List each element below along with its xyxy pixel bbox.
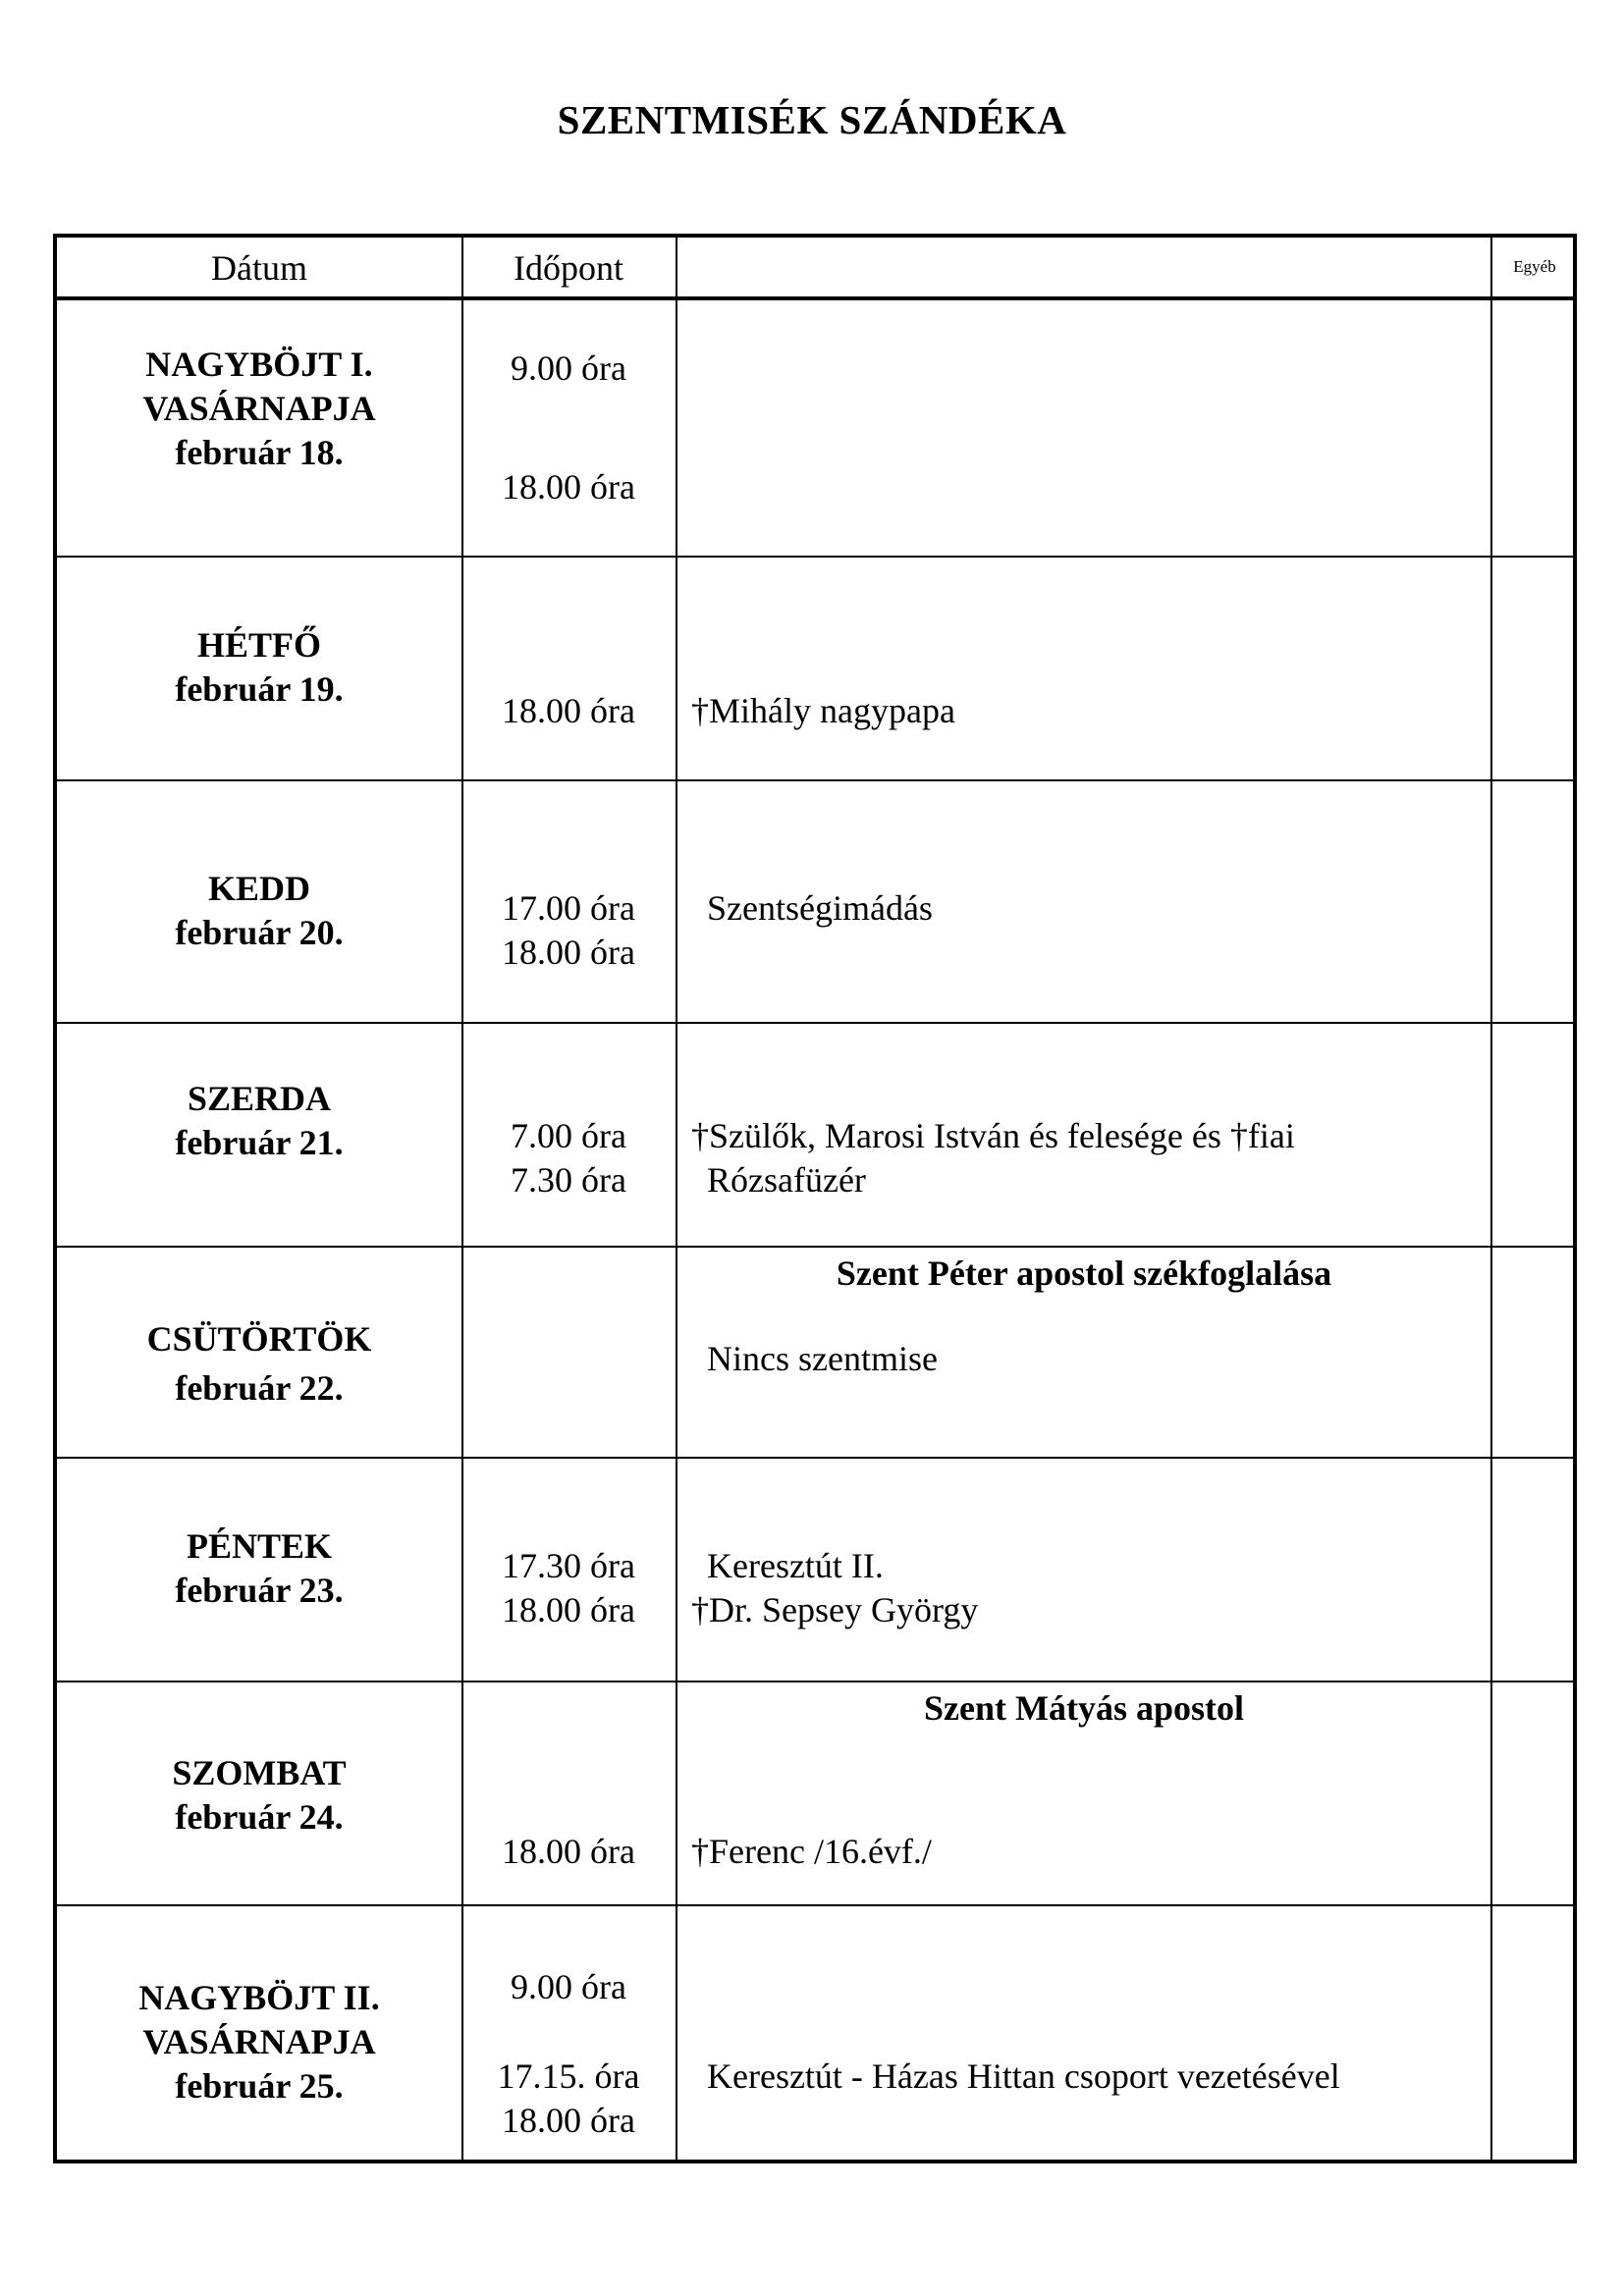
row-day: PÉNTEK — [186, 1526, 333, 1566]
row-time: 18.00 óra — [502, 467, 635, 507]
row-time: 7.00 óra — [511, 1116, 626, 1155]
row-time: 17.00 óra — [502, 888, 635, 928]
row-divider — [57, 1246, 1573, 1248]
row-day: CSÜTÖRTÖK — [146, 1319, 372, 1359]
row-time: 7.30 óra — [511, 1160, 626, 1200]
header-time: Időpont — [514, 248, 623, 288]
row-intention: Rózsafüzér — [707, 1160, 866, 1200]
row-time: 18.00 óra — [502, 691, 635, 730]
row-date: február 24. — [175, 1797, 344, 1837]
row-divider — [57, 1681, 1573, 1682]
row-time: 9.00 óra — [511, 1967, 626, 2006]
column-divider — [1490, 238, 1492, 2160]
row-divider — [57, 779, 1573, 781]
row-date: február 23. — [175, 1571, 344, 1610]
column-divider — [676, 238, 677, 2160]
row-time: 18.00 óra — [502, 1590, 635, 1629]
row-time: 18.00 óra — [502, 2101, 635, 2140]
row-intention: Keresztút II. — [707, 1546, 884, 1585]
row-day-cont: VASÁRNAPJA — [142, 2022, 376, 2061]
row-intention: Nincs szentmise — [707, 1339, 938, 1378]
row-day: NAGYBÖJT I. — [145, 345, 373, 384]
page-title: SZENTMISÉK SZÁNDÉKA — [557, 97, 1067, 142]
row-intention: †Szülők, Marosi István és felesége és †fiai — [691, 1116, 1295, 1155]
header-other: Egyéb — [1513, 257, 1556, 276]
row-feast: Szent Péter apostol székfoglalása — [836, 1254, 1332, 1293]
row-day: SZERDA — [187, 1079, 332, 1118]
row-day: SZOMBAT — [172, 1753, 347, 1792]
row-date: február 25. — [175, 2066, 344, 2106]
row-date: február 19. — [175, 669, 344, 709]
row-time: 18.00 óra — [502, 933, 635, 972]
mass-intentions-table — [53, 234, 1577, 2163]
row-time: 17.30 óra — [502, 1546, 635, 1585]
row-intention: †Ferenc /16.évf./ — [691, 1832, 932, 1871]
row-day: KEDD — [207, 869, 310, 908]
row-divider — [57, 1022, 1573, 1024]
row-date: február 18. — [175, 433, 344, 472]
row-date: február 20. — [175, 913, 344, 952]
row-day-cont: VASÁRNAPJA — [142, 389, 376, 428]
row-intention: †Dr. Sepsey György — [691, 1590, 979, 1629]
header-divider — [57, 296, 1573, 300]
row-divider — [57, 556, 1573, 558]
row-day: NAGYBÖJT II. — [138, 1978, 380, 2017]
row-time: 17.15. óra — [497, 2056, 640, 2096]
row-time: 18.00 óra — [502, 1832, 635, 1871]
row-date: február 22. — [175, 1368, 344, 1408]
header-date: Dátum — [211, 248, 307, 288]
row-divider — [57, 1904, 1573, 1906]
row-feast: Szent Mátyás apostol — [924, 1688, 1244, 1728]
row-day: HÉTFŐ — [196, 625, 322, 665]
row-time: 9.00 óra — [511, 348, 626, 388]
row-date: február 21. — [175, 1123, 344, 1162]
row-intention: †Mihály nagypapa — [691, 691, 955, 730]
row-intention: Szentségimádás — [707, 888, 933, 928]
row-intention: Keresztút - Házas Hittan csoport vezetésével — [707, 2056, 1340, 2096]
row-divider — [57, 1457, 1573, 1459]
